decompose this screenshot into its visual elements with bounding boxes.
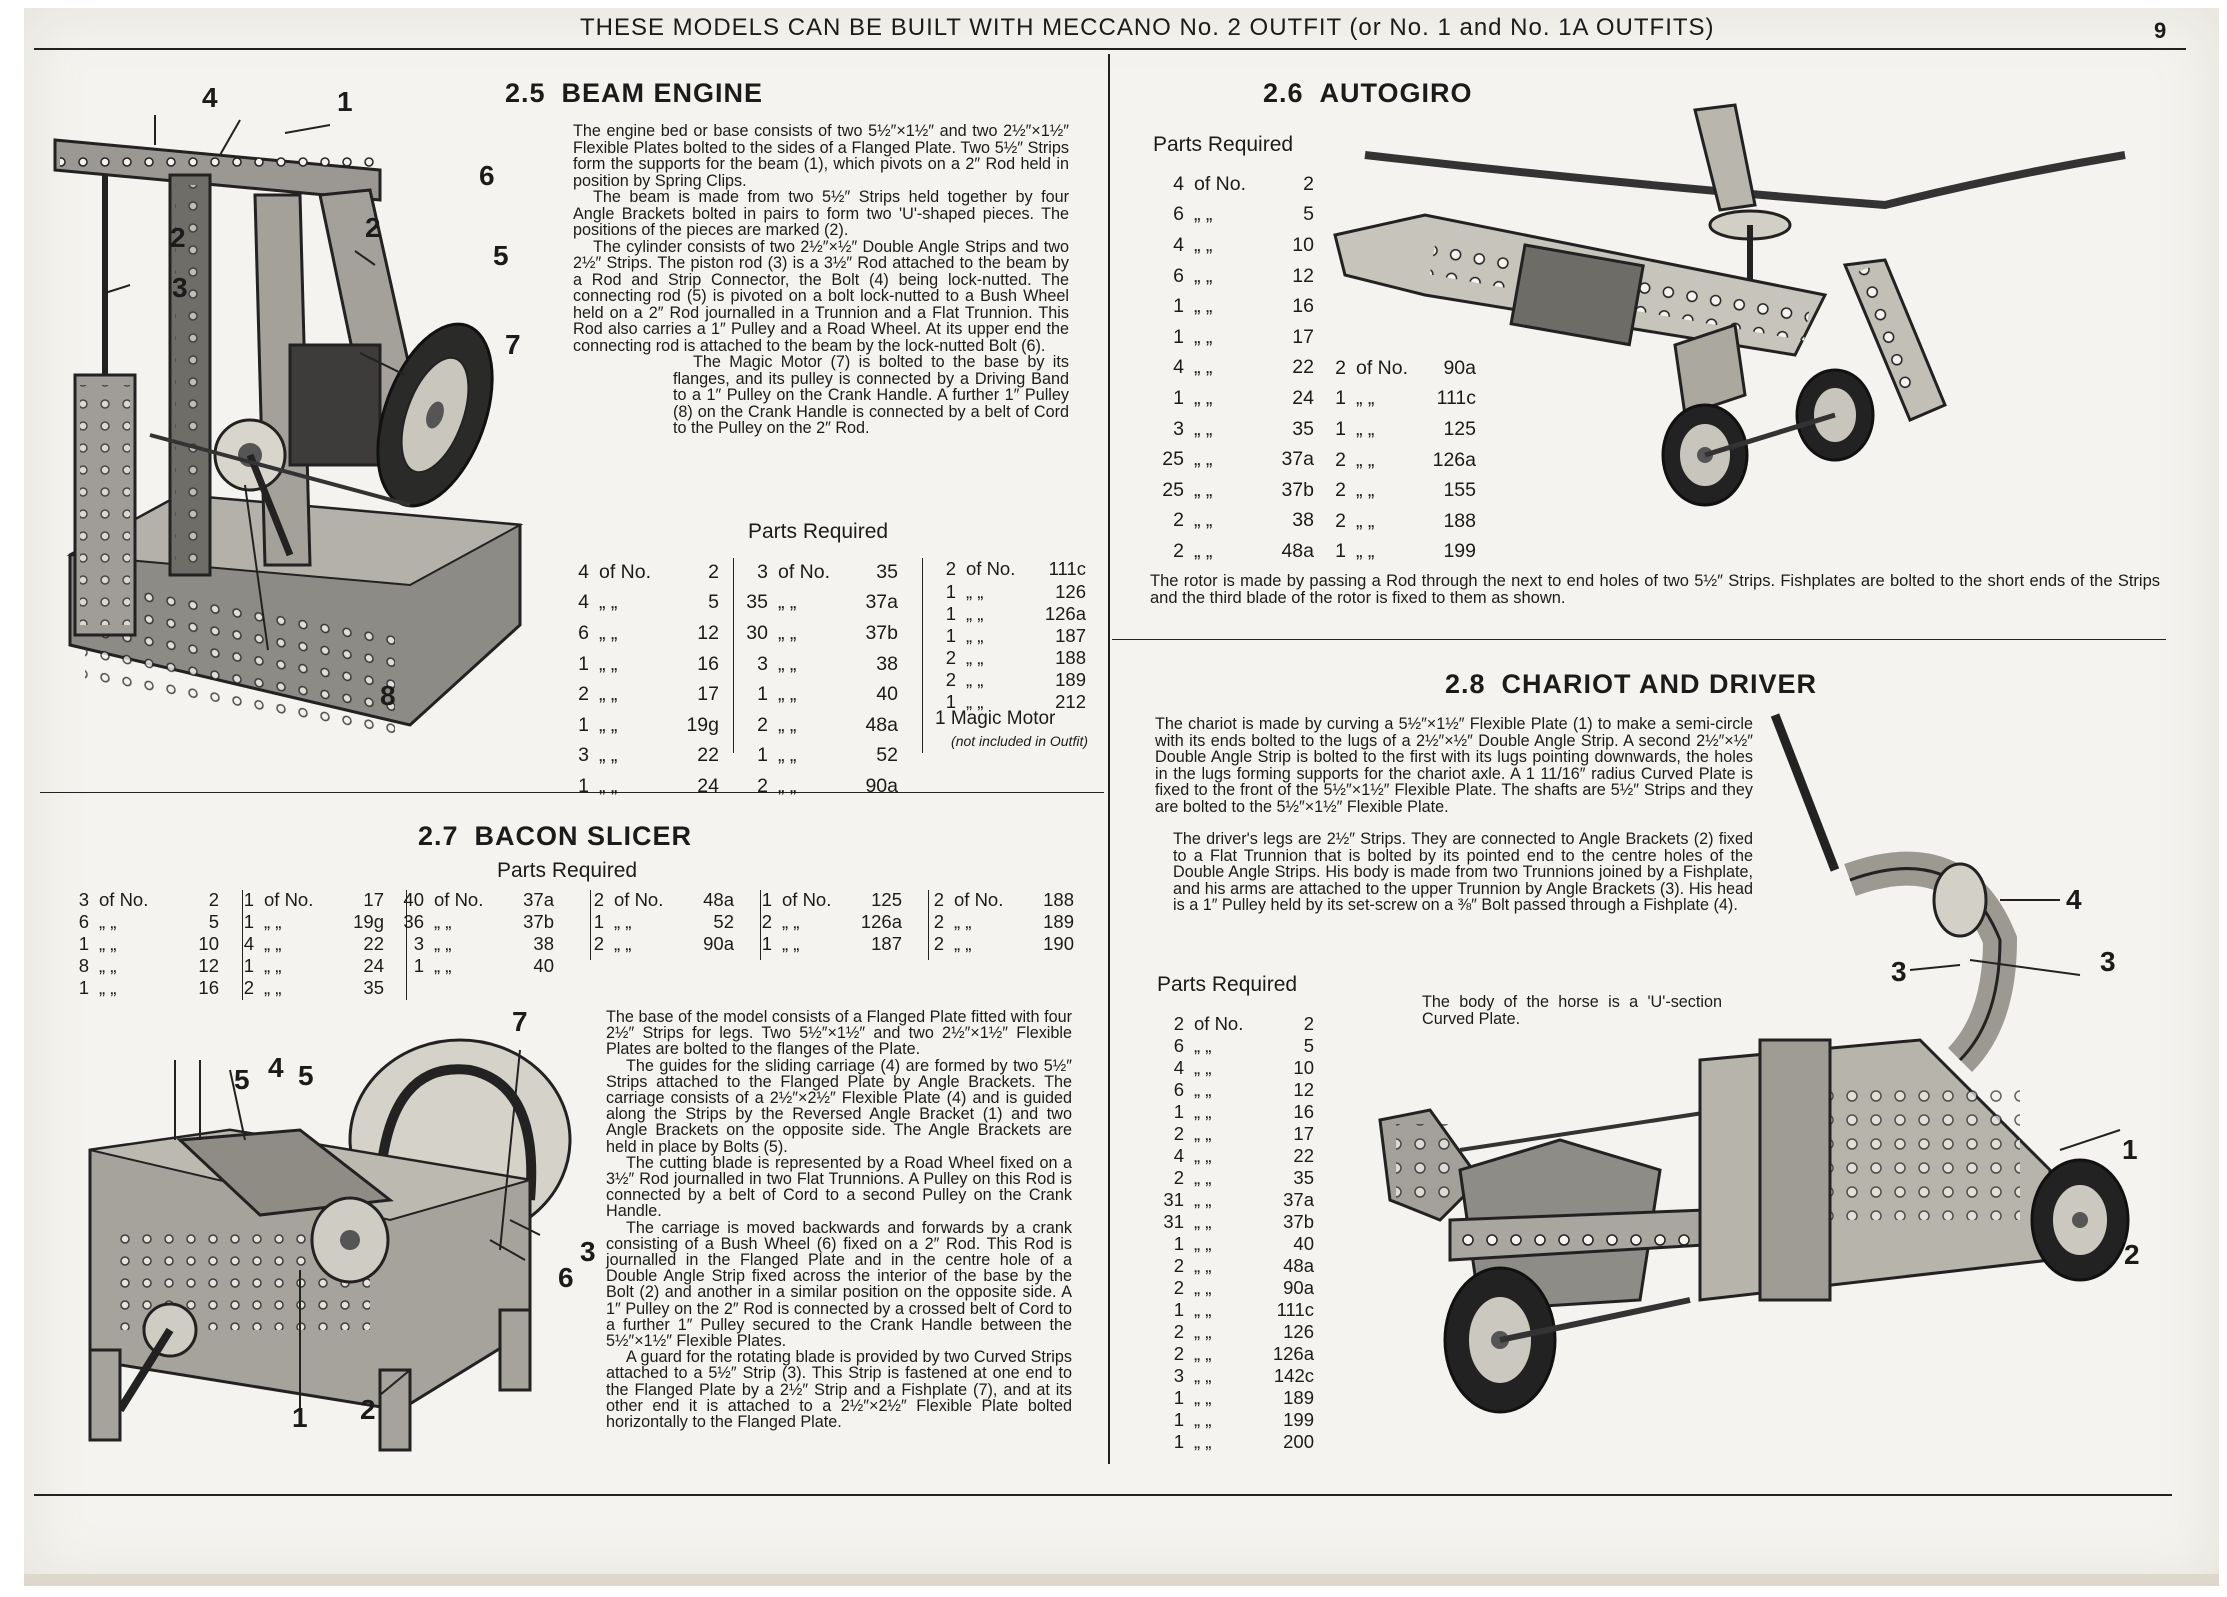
callout-2: 2 xyxy=(2124,1239,2140,1270)
paragraph: The Magic Motor (7) is bolted to the base by its flanges, and its pulley is connected by a Driving Band to a 1″ Pulley on the Crank Handle. A further 1″ Pulley (8) on the Crank Handle is connected by a belt of Cord to the Pulley on the 2″ Rod. xyxy=(673,353,1069,437)
callout-1: 1 xyxy=(292,1402,308,1433)
section-number: 2.7 xyxy=(418,821,459,851)
parts-row: 4 „ „ 10 xyxy=(1173,1057,1314,1078)
parts-row: 2 of No. 2 xyxy=(1173,1013,1314,1034)
parts-row: 3 „ „ 22 xyxy=(578,744,719,767)
parts-row: 1 „ „ 40 xyxy=(757,683,898,706)
parts-row: 1 „ „ 19g xyxy=(243,911,384,932)
callout-6: 6 xyxy=(479,160,495,191)
parts-row: 2 „ „ 17 xyxy=(578,683,719,706)
parts-row: 3 „ „ 35 xyxy=(1173,417,1314,440)
parts-row: 4 „ „ 22 xyxy=(1173,1145,1314,1166)
parts-row: 1 of No. 17 xyxy=(243,889,384,910)
section-number: 2.5 xyxy=(505,78,546,108)
callout-2: 2 xyxy=(170,222,186,253)
parts-row: 1 „ „ 17 xyxy=(1173,325,1314,348)
callout-5: 5 xyxy=(298,1060,314,1091)
parts-row: 35 „ „ 37a xyxy=(746,591,898,614)
parts-row: 1 „ „ 126a xyxy=(945,603,1086,624)
paragraph: The rotor is made by passing a Rod through the next to end holes of two 5½″ Strips. Fishplates are bolted to the short ends of the Strips and the third blade of the rotor is fixed to them as shown. xyxy=(1150,572,2160,607)
right-section-divider xyxy=(1112,639,2166,640)
parts-row: 1 „ „ 199 xyxy=(1173,1409,1314,1430)
bacon-slicer-parts-col-4 xyxy=(570,889,734,955)
parts-row: 3 „ „ 38 xyxy=(413,933,554,954)
parts-row: 2 „ „ 126a xyxy=(761,911,902,932)
parts-row: 1 „ „ 24 xyxy=(1173,386,1314,409)
bacon-slicer-parts-label: Parts Required xyxy=(497,859,638,882)
parts-row: 3 „ „ 38 xyxy=(757,652,898,675)
chariot-parts-label: Parts Required xyxy=(1157,973,1298,996)
parts-row: 2 „ „ 190 xyxy=(933,933,1074,954)
parts-row: 2 „ „ 38 xyxy=(1173,509,1314,532)
motor-line: 1 Magic Motor xyxy=(935,708,1056,729)
callout-7: 7 xyxy=(505,329,521,360)
parts-row: 2 „ „ 188 xyxy=(1335,509,1476,532)
beam-engine-parts-col-2 xyxy=(734,557,898,802)
paragraph: The chariot is made by curving a 5½″×1½″ Flexible Plate (1) to make a semi-circle with its ends bolted to the lugs of a 2½″×½″ Double Angle Strip. A second 2½″×½″ Double Angle Strip is bolted to the first with its lugs pointing downwards, the holes in the lugs forming supports for the chariot axle. A 1 11/16″ radius Curved Plate is fixed to the front of the 5½″×1½″ Flexible Plate. The shafts are 5½″ Strips and they are bolted to the 5½″×1½″ Flexible Plate. xyxy=(1155,715,1753,816)
parts-row: 2 „ „ 126a xyxy=(1335,448,1476,471)
chariot-illustration xyxy=(1360,700,2160,1480)
parts-row: 2 „ „ 48a xyxy=(1173,1255,1314,1276)
header-rule xyxy=(34,48,2186,50)
parts-row: 6 „ „ 12 xyxy=(578,621,719,644)
parts-row: 1 „ „ 125 xyxy=(1335,417,1476,440)
parts-row: 4 „ „ 22 xyxy=(1173,356,1314,379)
section-title: BACON SLICER xyxy=(474,821,693,851)
parts-row: 1 „ „ 24 xyxy=(578,774,719,797)
footer-rule xyxy=(34,1494,2172,1496)
parts-row: 2 „ „ 35 xyxy=(243,977,384,998)
parts-row: 25 „ „ 37a xyxy=(1162,448,1314,471)
paragraph: The cutting blade is represented by a Road Wheel fixed on a 3½″ Rod journalled in two Flat Trunnions. A Pulley on this Rod is connected by a belt of Cord to a second Pulley on the Crank Handle. xyxy=(606,1153,1072,1221)
parts-row: 1 „ „ 187 xyxy=(945,625,1086,646)
callout-4: 4 xyxy=(202,82,218,113)
callout-7: 7 xyxy=(512,1006,528,1037)
parts-row: 6 „ „ 5 xyxy=(1173,203,1314,226)
parts-row: 1 „ „ 16 xyxy=(578,652,719,675)
autogiro-illustration xyxy=(1325,95,2145,535)
beam-engine-illustration xyxy=(50,85,630,735)
parts-row: 4 „ „ 5 xyxy=(578,591,719,614)
callout-5: 5 xyxy=(234,1064,250,1095)
beam-engine-parts-label: Parts Required xyxy=(748,520,889,543)
callout-3: 3 xyxy=(2100,946,2116,977)
paragraph: The engine bed or base consists of two 5½″×1½″ and two 2½″×1½″ Flexible Plates bolted to the sides of a Flanged Plate. Two 5½″ Strips form the supports for the beam (1), which pivots on a 2″ Rod held in position by Spring Clips. xyxy=(573,122,1069,190)
bacon-slicer-parts-col-1 xyxy=(55,889,219,999)
callout-3: 3 xyxy=(172,272,188,303)
parts-row: 2 „ „ 35 xyxy=(1173,1167,1314,1188)
parts-row: 4 of No. 2 xyxy=(578,560,719,583)
parts-row: 2 of No. 111c xyxy=(945,558,1086,579)
bacon-slicer-illustration xyxy=(70,1030,590,1460)
callout-2: 2 xyxy=(365,212,381,243)
parts-row: 25 „ „ 37b xyxy=(1162,478,1314,501)
parts-row: 1 „ „ 126 xyxy=(945,581,1086,602)
callout-2: 2 xyxy=(360,1394,376,1425)
parts-row: 30 „ „ 37b xyxy=(746,621,898,644)
bacon-slicer-title xyxy=(418,821,692,852)
parts-row: 1 „ „ 10 xyxy=(78,933,219,954)
parts-row: 2 „ „ 126 xyxy=(1173,1321,1314,1342)
parts-row: 6 „ „ 12 xyxy=(1173,1079,1314,1100)
parts-row: 1 „ „ 189 xyxy=(1173,1387,1314,1408)
section-number: 2.6 xyxy=(1263,78,1304,108)
parts-row: 4 of No. 2 xyxy=(1173,172,1314,195)
parts-row: 2 „ „ 90a xyxy=(757,774,898,797)
parts-row: 1 „ „ 187 xyxy=(761,933,902,954)
bacon-slicer-description xyxy=(606,1009,1072,1430)
center-divider xyxy=(1108,54,1110,1464)
callout-4: 4 xyxy=(2066,884,2082,915)
parts-row: 6 „ „ 5 xyxy=(1173,1035,1314,1056)
parts-row: 3 „ „ 142c xyxy=(1173,1365,1314,1386)
motor-note: (not included in Outfit) xyxy=(951,733,1088,749)
chariot-title xyxy=(1445,669,1817,700)
paragraph: A guard for the rotating blade is provided by two Curved Strips attached to a 5½″ Strip (3). This Strip is fastened at one end to the Flanged Plate by a 2½″ Strip and a Fishplate (7), and at its other end it is attached to a 2½″×2½″ Flexible Plate bolted horizontally to the Flanged Plate. xyxy=(606,1348,1072,1432)
callout-3: 3 xyxy=(580,1236,596,1267)
paragraph: The driver's legs are 2½″ Strips. They are connected to Angle Brackets (2) fixed to a Flat Trunnion that is bolted by its pointed end to the centre holes of the Double Angle Strips. His body is made from two Trunnions joined by a Fishplate, and his arms are attached to the upper Trunnion by Angle Brackets (3). His head is a 1″ Pulley held by its set-screw on a ⅜″ Bolt passed through a Fishplate (4). xyxy=(1173,830,1753,914)
parts-row: 2 „ „ 90a xyxy=(1173,1277,1314,1298)
page-header: THESE MODELS CAN BE BUILT WITH MECCANO No. 2 OUTFIT (or No. 1 and No. 1A OUTFITS) xyxy=(580,14,1715,41)
bacon-slicer-parts-col-2 xyxy=(220,889,384,999)
callout-3: 3 xyxy=(1891,956,1907,987)
bacon-slicer-parts-col-5 xyxy=(738,889,902,955)
parts-row: 1 „ „ 40 xyxy=(1173,1233,1314,1254)
parts-row: 3 of No. 35 xyxy=(757,560,898,583)
beam-engine-parts-col-1 xyxy=(555,557,719,802)
callout-1: 1 xyxy=(337,86,353,117)
parts-row: 6 „ „ 5 xyxy=(78,911,219,932)
paragraph: The cylinder consists of two 2½″×½″ Double Angle Strips and two 2½″ Strips. The piston rod (3) is a 3½″ Rod attached to the beam by a Rod and Strip Connector, the Bolt (4) being lock-nutted. The connecting rod (5) is pivoted on a bolt lock-nutted to a Bush Wheel held on a 2″ Rod journalled in a Trunnion and a Flat Trunnion. This Rod also carries a 1″ Pulley and a Road Wheel. At its upper end the connecting rod is attached to the beam by the lock-nutted Bolt (6). xyxy=(573,237,1069,355)
parts-row: 1 „ „ 19g xyxy=(578,713,719,736)
autogiro-parts-label: Parts Required xyxy=(1153,133,1294,156)
paragraph: The body of the horse is a 'U'-section Curved Plate. xyxy=(1422,993,1722,1028)
chariot-parts-col xyxy=(1150,1013,1314,1453)
beam-engine-parts-col-3 xyxy=(922,557,1086,713)
parts-row: 36 „ „ 37b xyxy=(403,911,554,932)
parts-row: 2 „ „ 126a xyxy=(1173,1343,1314,1364)
parts-row: 31 „ „ 37a xyxy=(1163,1189,1314,1210)
parts-row: 3 of No. 2 xyxy=(78,889,219,910)
parts-row: 2 of No. 188 xyxy=(933,889,1074,910)
parts-row: 31 „ „ 37b xyxy=(1163,1211,1314,1232)
parts-row: 1 „ „ 200 xyxy=(1173,1431,1314,1452)
callout-4: 4 xyxy=(268,1052,284,1083)
parts-row: 1 „ „ 199 xyxy=(1335,540,1476,563)
parts-row: 1 „ „ 16 xyxy=(1173,1101,1314,1122)
parts-row: 40 of No. 37a xyxy=(403,889,554,910)
parts-row: 4 „ „ 10 xyxy=(1173,233,1314,256)
parts-row: 1 of No. 125 xyxy=(761,889,902,910)
section-number: 2.8 xyxy=(1445,669,1486,699)
parts-row: 2 „ „ 48a xyxy=(757,713,898,736)
callout-6: 6 xyxy=(558,1262,574,1293)
parts-row: 2 of No. 90a xyxy=(1335,356,1476,379)
parts-row: 1 „ „ 52 xyxy=(593,911,734,932)
parts-row: 2 „ „ 189 xyxy=(945,669,1086,690)
callout-5: 5 xyxy=(493,240,509,271)
page-edge xyxy=(24,1574,2219,1586)
parts-row: 1 „ „ 111c xyxy=(1173,1299,1314,1320)
parts-row: 8 „ „ 12 xyxy=(78,955,219,976)
callout-1: 1 xyxy=(2122,1134,2138,1165)
beam-engine-description xyxy=(573,123,1069,437)
parts-row: 2 „ „ 189 xyxy=(933,911,1074,932)
parts-row: 2 „ „ 90a xyxy=(593,933,734,954)
parts-row: 1 „ „ 40 xyxy=(413,955,554,976)
autogiro-description xyxy=(1150,573,2160,606)
section-title: AUTOGIRO xyxy=(1319,78,1473,108)
parts-row: 4 „ „ 22 xyxy=(243,933,384,954)
parts-row: 1 „ „ 212 xyxy=(945,691,1086,712)
parts-row: 2 of No. 48a xyxy=(593,889,734,910)
parts-row: 2 „ „ 48a xyxy=(1173,539,1314,562)
parts-row: 1 „ „ 24 xyxy=(243,955,384,976)
paragraph: The base of the model consists of a Flanged Plate fitted with four 2½″ Strips for legs. Two 5½″×1½″ and two 2½″×1½″ Flexible Plates are bolted to the flanges of the Plate. xyxy=(606,1008,1072,1059)
parts-row: 1 „ „ 111c xyxy=(1335,387,1476,410)
section-title: CHARIOT AND DRIVER xyxy=(1501,669,1818,699)
paragraph: The carriage is moved backwards and forwards by a crank consisting of a Bush Wheel (6) fixed on a 2″ Rod. This Rod is journalled in the Flanged Plate and in the centre hole of a Double Angle Strip fixed across the interior of the base by the Bolt (2) and another in a similar position on the opposite side. A 1″ Pulley on the 2″ Rod is connected by a crossed belt of Cord to a further 1″ Pulley secured to the Crank Handle between the 5½″×1½″ Flexible Plates. xyxy=(606,1218,1072,1351)
page-number: 9 xyxy=(2154,18,2167,43)
bacon-slicer-parts-col-3 xyxy=(390,889,554,977)
parts-row: 1 „ „ 16 xyxy=(1173,295,1314,318)
parts-row: 2 „ „ 17 xyxy=(1173,1123,1314,1144)
parts-row: 6 „ „ 12 xyxy=(1173,264,1314,287)
parts-row: 1 „ „ 16 xyxy=(78,977,219,998)
section-title: BEAM ENGINE xyxy=(561,78,764,108)
parts-row: 2 „ „ 188 xyxy=(945,647,1086,668)
parts-row: 1 „ „ 52 xyxy=(757,744,898,767)
autogiro-parts-col-1 xyxy=(1150,169,1314,567)
callout-8: 8 xyxy=(380,680,396,711)
bacon-slicer-parts-col-6 xyxy=(910,889,1074,955)
parts-row: 2 „ „ 155 xyxy=(1335,479,1476,502)
paragraph: The beam is made from two 5½″ Strips held together by four Angle Brackets bolted in pairs to form two 'U'-shaped pieces. The positions of the pieces are marked (2). xyxy=(573,188,1069,239)
paragraph: The guides for the sliding carriage (4) are formed by two 5½″ Strips attached to the Flanged Plate by Angle Brackets. The carriage consists of a 2½″×2½″ Flexible Plate (4) and is guided along the Strips by the Reversed Angle Bracket (1) and two Angle Brackets on the opposite side. The Angle Brackets are held in place by Bolts (5). xyxy=(606,1056,1072,1156)
